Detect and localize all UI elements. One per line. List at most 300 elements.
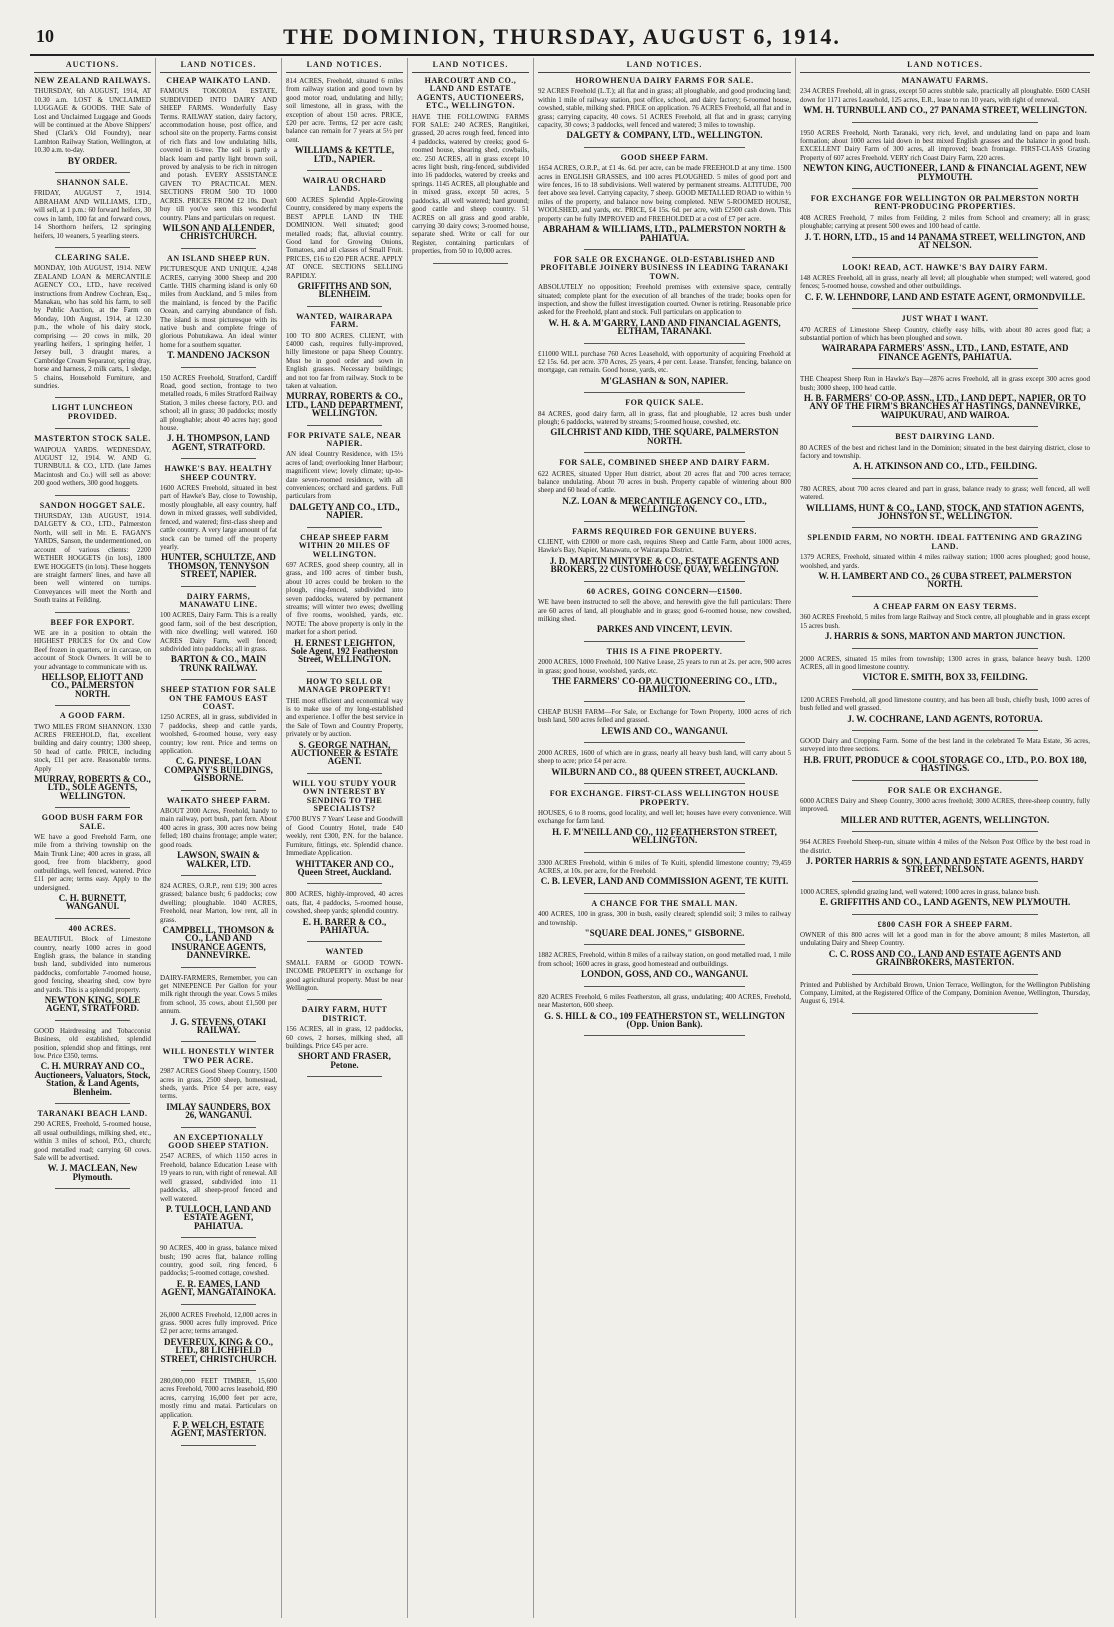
ad-body: 2000 ACRES, situated 15 miles from township; 1300 acres in grass, balance heavy bush. 1200 ACRES, all in good limestone country. (800, 654, 1090, 671)
advertisement (34, 814, 151, 910)
ad-divider (307, 1076, 382, 1077)
ad-heading: BEST DAIRYING LAND. (895, 432, 995, 442)
advertisement (800, 655, 1090, 682)
ad-body: 2000 ACRES, 1600 of which are in grass, nearly all heavy bush land, will carry about 5 sheep to acre; price £4 per acre. (538, 748, 791, 766)
advertisement (34, 619, 151, 699)
ad-heading: SHANNON SALE. (56, 178, 129, 188)
advertisement (800, 315, 1090, 361)
ad-heading: CHEAP SHEEP FARM WITHIN 20 MILES OF WELLINGTON. (298, 532, 391, 559)
ad-signature: GILCHRIST AND KIDD, THE SQUARE, PALMERSTON NORTH. (550, 427, 779, 446)
advertisement (800, 888, 1090, 907)
ad-signature: C. H. BURNETT, WANGANUI. (58, 892, 127, 912)
ad-divider (181, 875, 256, 876)
advertisement (286, 313, 403, 418)
ad-divider (852, 426, 1038, 427)
ad-body: Printed and Published by Archibald Brown, Union Terrace, Wellington, for the Wellington Publishing Company, Limited, at the Registered Office of the Company, Dominion Avenue, Wellington, Thursday, August 6, 1914. (800, 980, 1090, 1006)
ad-body: 148 ACRES Freehold, all in grass, nearly all level; all ploughable when stumped; well watered, good fences; 5-roomed house, cowshed and other outbuildings. (800, 273, 1090, 291)
ad-heading: 60 ACRES, GOING CONCERN—£1500. (586, 586, 743, 596)
advertisement (538, 859, 791, 886)
ad-heading: FOR PRIVATE SALE, NEAR NAPIER. (287, 430, 402, 449)
ad-body: FRIDAY, AUGUST 7, 1914. ABRAHAM AND WILLIAMS, LTD., will sell, at 1 p.m.: 60 forward heifers, 30 cows in lamb, 100 fat and forward cows, 14 Shorthorn heifers, 12 springing heifers, 10 weaners, 5 yearling steers. (34, 189, 151, 240)
ad-signature: N.Z. LOAN & MERCANTILE AGENCY CO., LTD., WELLINGTON. (562, 495, 767, 515)
ad-divider (584, 343, 746, 344)
ad-body: OWNER of this 800 acres will let a good man in for the above amount; 8 miles Masterton, all undulating Dairy and Sheep Country. (800, 931, 1090, 948)
advertisement (538, 399, 791, 445)
ad-body: 600 ACRES Splendid Apple-Growing Country, considered by many experts the BEST APPLE LAND IN THE DOMINION. Well situated; good metalled roads; flat, alluvial country. Good land for Growing Onions, Tomatoes, and all classes of Small Fruit. PRICES, £16 to £20 PER ACRE. APPLY AT ONCE. SECTIONS SELLING RAPIDLY. (286, 195, 403, 280)
ad-signature: J. D. MARTIN MINTYRE & CO., ESTATE AGENTS AND BROKERS, 22 CUSTOMHOUSE QUAY, WELLINGTON. (549, 555, 780, 575)
advertisement (160, 1311, 277, 1363)
ad-divider (852, 527, 1038, 528)
ad-divider (55, 495, 130, 496)
advertisement (800, 737, 1090, 773)
ad-heading: FOR EXCHANGE FOR WELLINGTON OR PALMERSTON NORTH RENT-PRODUCING PROPERTIES. (810, 194, 1080, 212)
advertisement (412, 77, 529, 256)
ad-body: 26,000 ACRES Freehold, 12,000 acres in grass. 9000 acres fully improved. Price £2 per acre; terms arranged. (160, 1310, 277, 1336)
ad-body: 280,000,000 FEET TIMBER, 15,600 acres Freehold, 7000 acres leasehold, 890 acres, carrying 16,000 feet per acre, mostly rimu and matai. Particulars on application. (160, 1377, 277, 1419)
ad-body: 150 ACRES Freehold, Stratford, Cardiff Road, good section, frontage to two metalled roads, 6 miles Stratford Railway Station, 3 miles cheese factory, P.O. and school; all in grass; 30 paddocks; mostly all ploughable; about 40 acres hay; good house. (160, 373, 277, 433)
ad-divider (307, 527, 382, 528)
ad-body: 1250 ACRES, all in grass, subdivided in 7 paddocks, sheep and cattle yards, woolshed, 6-roomed house, very easy country; low rent. Price and terms on application. (160, 713, 277, 756)
ad-body: BEAUTIFUL Block of Limestone country, nearly 1000 acres in good English grass, the balance in standing bush land, subdivided into numerous paddocks, comfortable 7-roomed house, good fencing, shearing shed, cow byre and yards. This is a splendid property. (34, 935, 151, 994)
ad-signature: WILLIAMS & KETTLE, LTD., NAPIER. (294, 145, 395, 164)
ad-divider (181, 1041, 256, 1042)
advertisement (538, 749, 791, 776)
advertisement (160, 255, 277, 360)
ad-divider (852, 188, 1038, 189)
ad-body: WE are in a position to obtain the HIGHEST PRICES for Ox and Cow Beef frozen in quarters, or in carcase, on account of Stock Owners. It will be to your advantage to communicate with us. (34, 628, 151, 671)
ad-divider (852, 648, 1038, 649)
ad-divider (307, 170, 382, 171)
ad-divider (181, 248, 256, 249)
ad-body: 2547 ACRES, of which 1150 acres in Freehold, balance Education Lease with 19 years to run, with right of renewal. All well grassed, subdivided into 11 paddocks, all sheep-proof fenced and well watered. (160, 1152, 277, 1203)
column-2 (156, 58, 282, 1618)
ad-divider (852, 780, 1038, 781)
ad-divider (55, 428, 130, 429)
ad-divider (584, 944, 746, 945)
ad-divider (584, 392, 746, 393)
ad-body: £11000 WILL purchase 760 Acres Leasehold, with opportunity of acquiring Freehold at £2 15s. 6d. per acre. 370 Acres, 25 years, 4 per cent. Lease. Transfer, fencing, balance on mortgage, can remain. Good house, yards, etc. (538, 349, 791, 375)
advertisement (538, 588, 791, 634)
advertisement (800, 534, 1090, 588)
ad-body: 1379 ACRES, Freehold, situated within 4 miles railway station; 1000 acres ploughed; good house, woolshed, and yards. (800, 553, 1090, 570)
ad-heading: FOR SALE, COMBINED SHEEP AND DAIRY FARM. (559, 458, 770, 468)
ad-signature: HELLSOP, ELIOTT AND CO., PALMERSTON NORTH. (41, 671, 144, 699)
ad-heading: FARMS REQUIRED FOR GENUINE BUYERS. (572, 526, 757, 536)
ad-body: MONDAY, 10th AUGUST, 1914. NEW ZEALAND LOAN & MERCANTILE AGENCY CO., LTD., have received instructions from Andrew Cochran, Esq., Manakau, who has sold his farm, to sell by Public Auction, at the Farm on Monday, 10th August, 1914, at 12.30 p.m., the whole of his dairy stock, comprising — 20 cows in milk, 20 yearling heifers, 1 springing heifer, 1 Jersey bull, 3 draught mares, a Cambridge Cream Separator, spring dray, horse and harness, 2 milk carts, 1 sledge, 5 chains, Household Furniture, and sundries. (34, 264, 151, 390)
ad-signature: J. PORTER HARRIS & SON, LAND AND ESTATE AGENTS, HARDY STREET, NELSON. (806, 856, 1084, 875)
ad-divider (584, 452, 746, 453)
advertisement (34, 1110, 151, 1181)
ad-body: DAIRY-FARMERS, Remember, you can get NINEPENCE Per Gallon for your milk right through the year. Cows 5 miles from school, 35 cows, about £1,500 per annum. (160, 973, 277, 1016)
advertisement (538, 350, 791, 386)
ad-signature: WILLIAMS, HUNT & CO., LAND, STOCK, AND STATION AGENTS, JOHNSTON ST., WELLINGTON. (806, 502, 1084, 522)
advertisement (286, 678, 403, 766)
advertisement (538, 256, 791, 336)
ad-signature: MURRAY, ROBERTS & CO., LTD., LAND DEPARTMENT, WELLINGTON. (286, 391, 403, 419)
ad-signature: M'GLASHAN & SON, NAPIER. (600, 375, 729, 386)
advertisement (800, 77, 1090, 115)
ad-body: THE Cheapest Sheep Run in Hawke's Bay—2876 acres Freehold, all in grass except 300 acres good bush; 3000 sheep, 100 head cattle. (800, 375, 1090, 392)
ad-heading: HAWKE'S BAY. HEALTHY SHEEP COUNTRY. (164, 464, 273, 482)
advertisement (538, 900, 791, 938)
ad-heading: FOR SALE OR EXCHANGE. (887, 785, 1003, 795)
ad-signature: NEWTON KING, AUCTIONEER, LAND & FINANCIAL AGENT, NEW PLYMOUTH. (803, 163, 1087, 182)
ad-heading: FOR EXCHANGE. FIRST-CLASS WELLINGTON HOUSE PROPERTY. (549, 789, 780, 807)
advertisement (800, 375, 1090, 419)
ad-body: 408 ACRES Freehold, 7 miles from Feilding, 2 miles from School and creamery; all in grass; ploughable; carrying at present 500 ewes and 100 head of cattle. (800, 213, 1090, 231)
ad-body: 6000 ACRES Dairy and Sheep Country, 3000 acres freehold; 3000 ACRES, three-sheep country, fully improved. (800, 796, 1090, 814)
ad-heading: A CHEAP FARM ON EASY TERMS. (873, 601, 1017, 611)
advertisement (34, 254, 151, 391)
ad-divider (181, 586, 256, 587)
advertisement (34, 179, 151, 240)
ad-body: ABSOLUTELY no opposition; Freehold premises with extensive space, centrally situated; complete plant for the execution of all branches of the trade; books open for inspection, and show the fullest investigation courted. Owner is retiring. Reasonable price asked for the Freehold, plant and stock. Full particulars on application to (538, 283, 791, 317)
ad-signature: W. J. MACLEAN, New Plymouth. (47, 1163, 138, 1182)
ad-body: THE most efficient and economical way is to make use of my long-established and experience. I offer the best service in the Sale of Town and Country Property, privately or by auction. (286, 696, 403, 739)
ad-divider (852, 478, 1038, 479)
ad-divider (852, 831, 1038, 832)
ad-heading: MANAWATU FARMS. (901, 76, 989, 85)
advertisement (160, 593, 277, 673)
ad-heading: AN EXCEPTIONALLY GOOD SHEEP STATION. (168, 1132, 269, 1151)
ad-body: FAMOUS TOKOROA ESTATE, SUBDIVIDED INTO DAIRY AND SHEEP FARMS. Wonderfully Easy Terms. RAILWAY station, dairy factory, accommodation house, post office, and school site on the property. Farms consist of rich flats and low undulating hills, covered in ti-tree. The soil is partly a black loam and partly light brown soil, proved by analysis to be rich in nitrogen and potash. EVERY ASSISTANCE GIVEN TO PRACTICAL MEN. SECTIONS FROM 500 TO 1000 ACRES. PRICES FROM £2 10s. Don't buy till you've seen this wonderful country. Plans and particulars on request. (160, 87, 277, 222)
ad-signature: CAMPBELL, THOMSON & CO., LAND AND INSURANCE AGENTS, DANNEVIRKE. (162, 924, 275, 961)
advertisement (160, 882, 277, 960)
ad-heading: CLEARING SALE. (54, 252, 130, 262)
ad-divider (181, 1304, 256, 1305)
ad-body: AN ideal Country Residence, with 15½ acres of land; overlooking Inner Harbour; magnificent view; lovely climate; up-to-date seven-roomed residence, with all conveniences; orchard and gardens. Full particulars from (286, 450, 403, 501)
advertisement (800, 696, 1090, 723)
ad-divider (852, 974, 1038, 975)
advertisement (538, 790, 791, 844)
ad-divider (307, 773, 382, 774)
column-1 (30, 58, 156, 1618)
masthead (30, 20, 1094, 56)
ad-heading: WILL HONESTLY WINTER TWO PER ACRE. (162, 1047, 275, 1065)
ad-heading: SANDON HOGGET SALE. (39, 500, 146, 510)
advertisement (286, 890, 403, 934)
ad-heading: WANTED, WAIRARAPA FARM. (296, 311, 393, 330)
ad-divider (584, 249, 746, 250)
ad-body: 780 ACRES, about 700 acres cleared and part in grass, balance ready to grass; well fenced, all well watered. (800, 484, 1090, 502)
ad-heading: SPLENDID FARM, NO NORTH. IDEAL FATTENING AND GRAZING LAND. (807, 533, 1083, 551)
ad-signature: C. G. PINESE, LOAN COMPANY'S BUILDINGS, GISBORNE. (164, 756, 273, 784)
ad-body: THURSDAY, 13th AUGUST, 1914. DALGETY & CO., LTD., Palmerston North, will sell in Mr. E. FAGAN'S YARDS, Sanson, the undermentioned, on account of various clients: 2200 WETHER HOGGETS (in lots), 1800 EWE HOGGETS (in lots). These hoggets are straight farmers' lines, and have all been well wintered on turnips. Conveyances will meet the North and South trains at Feilding. (34, 512, 151, 605)
ad-body: 100 ACRES, Dairy Farm. This is a really good farm, soil of the best description, with nice dwelling; well watered. 160 ACRES Dairy Farm, well fenced; subdivided into paddocks; all in grass. (160, 611, 277, 653)
ad-signature: SHORT AND FRASER, Petone. (298, 1051, 391, 1070)
ad-signature: IMLAY SAUNDERS, BOX 26, WANGANUI. (166, 1101, 271, 1121)
ad-body: SMALL FARM or GOOD TOWN-INCOME PROPERTY in exchange for good agricultural property. Must be near Wellington. (286, 958, 403, 992)
ad-signature: H. F. M'NEILL AND CO., 112 FEATHERSTON STREET, WELLINGTON. (552, 826, 777, 846)
advertisement (34, 1027, 151, 1096)
ad-divider (181, 1127, 256, 1128)
advertisement (538, 993, 791, 1029)
advertisement (160, 797, 277, 868)
ad-body: THURSDAY, 6th AUGUST, 1914, AT 10.30 a.m. LOST & UNCLAIMED LUGGAGE & GOODS. THE Sale of Lost and Unclaimed Luggage and Goods will be continued at the Above Shippers' Shed (Clark's Old Foundry), near Lambton Railway Station, Wellington, at 10.30 a.m. to-day. (34, 87, 151, 155)
ad-divider (852, 368, 1038, 369)
ad-signature: GRIFFITHS AND SON, BLENHEIM. (297, 280, 392, 300)
advertisement (160, 686, 277, 782)
ad-signature: ABRAHAM & WILLIAMS, LTD., PALMERSTON NORTH & PAHIATUA. (542, 224, 787, 243)
ad-divider (55, 705, 130, 706)
column-header: LAND NOTICES. (160, 58, 277, 73)
ad-body: 1882 ACRES, Freehold, within 8 miles of a railway station, on good metalled road, 1 mile from school; 1600 acres in grass, good homestead and outbuildings. (538, 951, 791, 968)
ad-signature: WILSON AND ALLENDER, CHRISTCHURCH. (162, 222, 275, 242)
ad-heading: A CHANCE FOR THE SMALL MAN. (591, 898, 738, 908)
ad-body: 800 ACRES, highly-improved, 40 acres oats, flat, 4 paddocks, 5-roomed house, cowshed, sheep yards; splendid country. (286, 890, 403, 916)
ad-heading: BEEF FOR EXPORT. (50, 617, 135, 627)
ad-signature: LAWSON, SWAIN & WALKER, LTD. (177, 850, 260, 869)
advertisement (160, 1048, 277, 1119)
ad-heading: GOOD BUSH FARM FOR SALE. (41, 813, 144, 831)
page-number: 10 (36, 26, 54, 46)
ad-signature: WILBURN AND CO., 88 QUEEN STREET, AUCKLAND. (551, 766, 778, 777)
advertisement (538, 951, 791, 978)
advertisement (34, 435, 151, 487)
ad-heading: LOOK! READ, ACT. HAWKE'S BAY DAIRY FARM. (842, 262, 1048, 272)
ad-divider (584, 893, 746, 894)
ad-divider (584, 521, 746, 522)
ad-signature: H. ERNEST LEIGHTON, Sole Agent, 192 Featherston Street, WELLINGTON. (291, 637, 398, 665)
ad-heading: DAIRY FARM, HUTT DISTRICT. (301, 1005, 388, 1023)
ad-signature: HUNTER, SCHULTZE, AND THOMSON, TENNYSON STREET, NAPIER. (161, 552, 276, 580)
ad-body: GOOD Dairy and Cropping Farm. Some of the best land in the celebrated Te Mata Estate, 36 acres, surveyed into three sections. (800, 736, 1090, 754)
ad-divider (852, 257, 1038, 258)
ad-divider (307, 941, 382, 942)
ad-signature: W. H. LAMBERT AND CO., 26 CUBA STREET, PALMERSTON NORTH. (818, 571, 1072, 590)
ad-divider (852, 596, 1038, 597)
ad-divider (181, 679, 256, 680)
ad-body: 1200 ACRES Freehold, all good limestone country, and has been all bush, chiefly bush, 1000 acres of bush felled and well grassed. (800, 695, 1090, 713)
ad-signature: LEWIS AND CO., WANGANUI. (601, 725, 728, 736)
ad-body: HAVE THE FOLLOWING FARMS FOR SALE: 240 ACRES, Rangitikei, grassed, 20 acres rough feed, fenced into 4 paddocks, watered by creeks; good 6-roomed house, shearing shed, cowbails, etc. 250 ACRES, all in grass except 10 acres light bush, ring-fenced, subdivided into 16 paddocks, watered by creeks and springs. 1145 ACRES, all ploughable and in mixed grass, except 50 acres, 5 paddocks, all well watered; hard ground; good cattle and sheep country. 51 ACRES on all grass and good arable, carrying 30 dairy cows; 3-roomed house, separate shed. Write or call for our Register, containing particulars of properties, from 50 to 10,000 acres. (412, 112, 529, 256)
column-3 (282, 58, 408, 1618)
advertisement (800, 129, 1090, 181)
ad-signature: F. P. WELCH, ESTATE AGENT, MASTERTON. (170, 1420, 267, 1439)
advertisement (286, 1006, 403, 1069)
ad-signature: WM. H. TURNBULL AND CO., 27 PANAMA STREET, WELLINGTON. (803, 105, 1087, 116)
ad-body: 1600 ACRES Freehold, situated in best part of Hawke's Bay, close to Township, mostly ploughable, all easy country, half down in mixed grasses, well subdivided, fenced, and watered; first-class sheep and cattle country. A very large amount of fat stock can be turned off the property yearly. (160, 484, 277, 551)
advertisement (160, 465, 277, 578)
ad-heading: £800 CASH FOR A SHEEP FARM. (877, 919, 1013, 929)
ad-heading: JUST WHAT I WANT. (901, 314, 989, 324)
ad-signature: E. H. BARER & CO., PAHIATUA. (302, 916, 387, 935)
ad-body: 156 ACRES, all in grass, 12 paddocks, 60 cows, 2 horses, milking shed, all buildings. Price £45 per acre. (286, 1025, 403, 1050)
ad-heading: CHEAP WAIKATO LAND. (166, 76, 271, 85)
column-4 (408, 58, 534, 1618)
ad-signature: WHITTAKER AND CO., Queen Street, Auckland. (295, 858, 394, 877)
advertisement (34, 502, 151, 605)
newspaper-title: THE DOMINION, THURSDAY, AUGUST 6, 1914. (283, 24, 841, 49)
ad-divider (584, 783, 746, 784)
advertisement (160, 1377, 277, 1438)
ad-body: HOUSES, 6 to 8 rooms, good locality, and well let; houses have every convenience. Will exchange for farm land. (538, 809, 791, 826)
ad-divider (584, 742, 746, 743)
ad-divider (55, 172, 130, 173)
ad-body: 360 ACRES Freehold, 5 miles from large Railway and Stock centre, all ploughable and in grass except 15 acres bush. (800, 613, 1090, 630)
ad-divider (181, 1370, 256, 1371)
advertisement (800, 264, 1090, 302)
ad-heading: WAIKATO SHEEP FARM. (166, 795, 271, 805)
ad-divider (55, 918, 130, 919)
ad-body: 964 ACRES Freehold Sheep-run, situate within 4 miles of the Nelson Post Office by the best road in the district. (800, 838, 1090, 855)
ad-body: 622 ACRES, situated Upper Hutt district, about 20 acres flat and 700 acres terrace; balance undulating. About 70 acres in bush. Property capable of wintering about 800 sheep and 60 head of cattle. (538, 469, 791, 495)
column-header: AUCTIONS. (34, 58, 151, 73)
ad-body: 100 TO 800 ACRES. CLIENT, with £4000 cash, requires fully-improved, hilly limestone or papa Sheep Country. Must be in good order and sown in English grasses. Necessary buildings; and not too far from railway. Stock to be taken at valuation. (286, 331, 403, 390)
ad-divider (181, 967, 256, 968)
ad-signature: LONDON, GOSS, AND CO., WANGANUI. (580, 969, 749, 980)
ad-divider (181, 1237, 256, 1238)
ad-body: 234 ACRES Freehold, all in grass, except 50 acres stubble sale, practically all ploughable. £600 CASH down for 1171 acres Leasehold, 125 acres, E.R., lease to run 10 years, with right of renewal. (800, 87, 1090, 104)
ad-heading: TARANAKI BEACH LAND. (37, 1109, 148, 1119)
advertisement (538, 648, 791, 694)
ad-divider (584, 1035, 746, 1036)
ad-heading: DAIRY FARMS, MANAWATU LINE. (179, 591, 258, 609)
advertisement (160, 1134, 277, 1230)
ad-heading: HOW TO SELL OR MANAGE PROPERTY! (298, 676, 391, 695)
advertisement (538, 154, 791, 242)
ad-signature: C. C. ROSS AND CO., LAND AND ESTATE AGENTS AND GRAINBROKERS, MASTERTON. (828, 948, 1062, 968)
ad-body: GOOD Hairdressing and Tobacconist Business, old established, splendid position, splendid shop and fittings, rent low. Price £350, terms. (34, 1026, 151, 1060)
column-header: LAND NOTICES. (800, 58, 1090, 73)
ad-divider (584, 852, 746, 853)
ad-body: PICTURESQUE AND UNIQUE. 4,248 ACRES, carrying 3000 Sheep and 200 Cattle. THIS charming island is only 60 miles from Auckland, and 5 miles from the mainland, is fenced by the Pacific Ocean, and carrying abundance of fish. The island is most picturesque with its native bush and complete fringe of glorious Pohutukawa. An ideal winter home for a southern squatter. (160, 265, 277, 349)
advertisement (538, 528, 791, 574)
advertisement (286, 780, 403, 876)
advertisement (800, 195, 1090, 249)
ad-body: WAIPOUA YARDS. WEDNESDAY, AUGUST 12, 1914. W. AND G. TURNBULL & CO., LTD. (late James Macintosh and Co.) will sell as above: 200 good wethers, 300 good hoggets. (34, 445, 151, 488)
ad-signature: E. R. EAMES, LAND AGENT, MANGATAINOKA. (161, 1278, 276, 1298)
ad-heading: AN ISLAND SHEEP RUN. (167, 253, 270, 263)
ad-body: 1654 ACRES, O.R.P., at £1 4s. 6d. per acre, can be made FREEHOLD at any time. 1500 acres in ENGLISH GRASSES, and 100 acres PLOUGHED. 5 miles of good port and wire fences, 16 to 18 subdivisions. Well watered by permanent streams. ALTITUDE, 700 feet above sea level. Carrying capacity, 7 sheep. GOOD METALLED ROAD to within ½ miles of the property, and balance now being completed. NEW 5-ROOMED HOUSE, WOOLSHED, and yards, etc. PRICE, £4 15s. 6d. per acre, with £2500 cash down. This property can be fully IMPROVED and FREEHOLDED at a cost of £7 per acre. (538, 164, 791, 223)
ad-body: 2987 ACRES Good Sheep Country, 1500 acres in grass, 2500 sheep, homestead, sheds, yards. Price £4 per acre, easy terms. (160, 1067, 277, 1101)
advertisement (538, 708, 791, 735)
ad-divider (852, 881, 1038, 882)
ad-body: 820 ACRES Freehold, 6 miles Featherston, all grass, undulating; 400 ACRES, Freehold, near Masterton, 600 sheep. (538, 992, 791, 1010)
ad-signature: J. G. STEVENS, OTAKI RAILWAY. (170, 1016, 267, 1035)
advertisement (800, 787, 1090, 825)
ad-body: TWO MILES FROM SHANNON. 1330 ACRES FREEHOLD, flat, excellent building and dairy country; 1300 sheep, 50 head of cattle. PRICE, including stock, £11 per acre. Reasonable terms. Apply (34, 722, 151, 773)
ad-divider (852, 1013, 1038, 1014)
ad-signature: PARKES AND VINCENT, LEVIN. (596, 624, 733, 635)
advertisement (800, 921, 1090, 967)
ad-divider (181, 367, 256, 368)
ad-signature: DALGETY & COMPANY, LTD., WELLINGTON. (566, 130, 763, 141)
column-header: LAND NOTICES. (538, 58, 791, 73)
ad-heading: FOR QUICK SALE. (625, 398, 704, 408)
ad-divider (852, 308, 1038, 309)
advertisement (160, 374, 277, 452)
advertisement (286, 534, 403, 664)
ad-divider (181, 1445, 256, 1446)
ad-body: 290 ACRES, Freehold, 5-roomed house, all usual outbuildings, milking shed, etc., within 3 miles of school, P.O., church; good metalled road; carrying 60 cows. Sale will be advertised. (34, 1120, 151, 1163)
advertisement (800, 603, 1090, 641)
ad-signature: VICTOR E. SMITH, BOX 33, FEILDING. (862, 672, 1028, 683)
ad-divider (584, 986, 746, 987)
ad-body: 814 ACRES, Freehold, situated 6 miles from railway station and good town by good motor road, undulating and hilly; soil limestone, all in grass, with the exception of about 150 acres. PRICE, £20 per acre. Terms, £2 per acre cash; balance can remain for 7 years at 5½ per cent. (286, 77, 403, 144)
advertisement (34, 712, 151, 800)
ad-divider (852, 730, 1038, 731)
ad-body: CLIENT, with £2000 or more cash, requires Sheep and Cattle Farm, about 1000 acres, Hawke's Bay, Napier, Manawatu, or Wairarapa District. (538, 538, 791, 555)
ad-heading: A GOOD FARM. (59, 711, 126, 721)
ad-divider (584, 641, 746, 642)
ad-body: 80 ACRES of the best and richest land in the Dominion; situated in the best dairying district, close to factory and township. (800, 443, 1090, 460)
column-header: LAND NOTICES. (286, 58, 403, 73)
advertisement (286, 432, 403, 520)
ad-heading: MASTERTON STOCK SALE. (34, 434, 151, 444)
advertisement (160, 1244, 277, 1296)
ad-signature: W. H. & A. M'GARRY, LAND AND FINANCIAL AGENTS, ELTHAM, TARANAKI. (548, 317, 781, 337)
ad-signature: J. H. THOMPSON, LAND AGENT, STRATFORD. (167, 433, 270, 452)
ad-body: 1950 ACRES Freehold, North Taranaki, very rich, level, and undulating land on papa and loam formation; about 1000 acres laid down in best mixed English grasses and the balance in good bush. EXCELLENT Dairy Farm of 300 acres, all improved; beach frontage. FIRST-CLASS Grazing Property of 607 acres Freehold. VERY rich Coast Dairy Farm, 220 acres. (800, 128, 1090, 162)
ad-divider (55, 612, 130, 613)
ad-signature: P. TULLOCH, LAND AND ESTATE AGENT, PAHIATUA. (165, 1203, 272, 1231)
ad-body: 2000 ACRES, 1000 Freehold, 100 Native Lease, 25 years to run at 2s. per acre, 900 acres in grass; good house, woolshed, yards, etc. (538, 658, 791, 675)
ad-divider (55, 1020, 130, 1021)
advertisement (286, 948, 403, 992)
ad-heading: LIGHT LUNCHEON PROVIDED. (51, 403, 134, 421)
advertisement (800, 433, 1090, 471)
ad-signature: DALGETY AND CO., LTD., NAPIER. (289, 501, 400, 521)
ad-signature: C. H. MURRAY AND CO., Auctioneers, Valuators, Stock, Station, & Land Agents, Blenheim. (34, 1061, 151, 1097)
ad-divider (307, 306, 382, 307)
ad-body: WE have been instructed to sell the above, and herewith give the full particulars: There are 60 acres of land, all ploughable and in grass; good 6-roomed house, new cowshed, milking shed. (538, 598, 791, 623)
ad-signature: "SQUARE DEAL JONES," GISBORNE. (584, 928, 745, 939)
ad-divider (307, 671, 382, 672)
ad-signature: NEWTON KING, SOLE AGENT, STRATFORD. (44, 994, 141, 1014)
ad-heading: WANTED (325, 947, 364, 957)
ad-signature: DEVEREUX, KING & CO., LTD., 88 LICHFIELD STREET, CHRISTCHURCH. (160, 1336, 277, 1364)
ad-body: 697 ACRES, good sheep country, all in grass, and 100 acres of timber bush, about 10 acres could be broken to the plough, ring-fenced, subdivided into seven paddocks, watered by permanent streams; will winter two ewes; dwelling of five rooms, woolshed, yards, etc. NOTE: The above property is only in the market for a short period. (286, 560, 403, 637)
ad-body: WE have a good Freehold Farm, one mile from a thriving township on the Main Trunk Line; 400 acres in grass, all good, free from blackberry, good outbuildings, well fenced, watered. Price £11 per acre; terms easy. Apply to the undersigned. (34, 833, 151, 892)
ad-divider (307, 883, 382, 884)
ad-signature: J. W. COCHRANE, LAND AGENTS, ROTORUA. (847, 713, 1043, 724)
ad-body: 84 ACRES, good dairy farm, all in grass, flat and ploughable, 12 acres bush under plough; 6 paddocks, watered by streams; 5-roomed house, cowshed, etc. (538, 409, 791, 426)
ad-body: 824 ACRES, O.R.P., rent £19; 300 acres grassed; balance bush; 6 paddocks; cow dwelling; ploughable. 1040 ACRES, Freehold, near Marton, low rent, all in grass. (160, 881, 277, 924)
ad-signature: BY ORDER. (67, 155, 118, 166)
ad-divider (55, 1188, 130, 1189)
advertisement (34, 925, 151, 1013)
column-5 (534, 58, 796, 1618)
advertisement (800, 485, 1090, 521)
ad-divider (55, 247, 130, 248)
ad-divider (181, 458, 256, 459)
ad-divider (852, 689, 1038, 690)
ad-signature: H. B. FARMERS' CO-OP. ASSN., LTD., LAND DEPT., NAPIER, OR TO ANY OF THE FIRM'S BRANCHES AT HASTINGS, DANNEVIRKE, WAIPUKURAU, AND WAIROA. (803, 392, 1087, 420)
ad-divider (307, 425, 382, 426)
ad-divider (852, 914, 1038, 915)
ad-body: £700 BUYS 7 Years' Lease and Goodwill of Good Country Hotel, trade £40 weekly, rent £300, P.N. for the balance. Furniture, fittings, etc. Splendid chance. Immediate Application. (286, 815, 403, 858)
ad-heading: GOOD SHEEP FARM. (620, 152, 709, 162)
ad-signature: MURRAY, ROBERTS & CO., LTD., SOLE AGENTS, WELLINGTON. (34, 774, 151, 801)
ad-body: 92 ACRES Freehold (L.T.); all flat and in grass; all ploughable, and good producing land; within 1 mile of railway station, post office, school, and dairy factory; 6-roomed house, cowshed, stable, milking shed. PRICE on application. 76 ACRES Freehold, all flat and in grass; carrying capacity, 40 cows. 51 ACRES Freehold, all flat and in grass; carrying capacity, 30 cows; 3 paddocks, well fenced and watered; 3 miles to township. (538, 87, 791, 130)
ad-divider (55, 1103, 130, 1104)
ad-divider (584, 147, 746, 148)
ad-signature: T. MANDENO JACKSON (167, 350, 270, 361)
advertisement (286, 177, 403, 299)
advertisement (160, 974, 277, 1035)
ad-divider (55, 807, 130, 808)
ad-divider (433, 263, 508, 264)
advertisement (800, 838, 1090, 874)
ad-body: 1000 ACRES, splendid grazing land, well watered; 1000 acres in grass, balance bush. (800, 887, 1040, 896)
ad-divider (584, 581, 746, 582)
ad-signature: J. HARRIS & SONS, MARTON AND MARTON JUNCTION. (824, 631, 1066, 642)
ad-signature: C. B. LEVER, LAND AND COMMISSION AGENT, TE KUITI. (540, 876, 789, 887)
ad-heading: HARCOURT AND CO., LAND AND ESTATE AGENTS, AUCTIONEERS, ETC., WELLINGTON. (416, 76, 525, 111)
ad-heading: FOR SALE OR EXCHANGE. OLD-ESTABLISHED AND PROFITABLE JOINERY BUSINESS IN LEADING TARANAKI TOWN. (540, 254, 789, 281)
ad-signature: S. GEORGE NATHAN, AUCTIONEER & ESTATE AGENT. (290, 739, 399, 767)
